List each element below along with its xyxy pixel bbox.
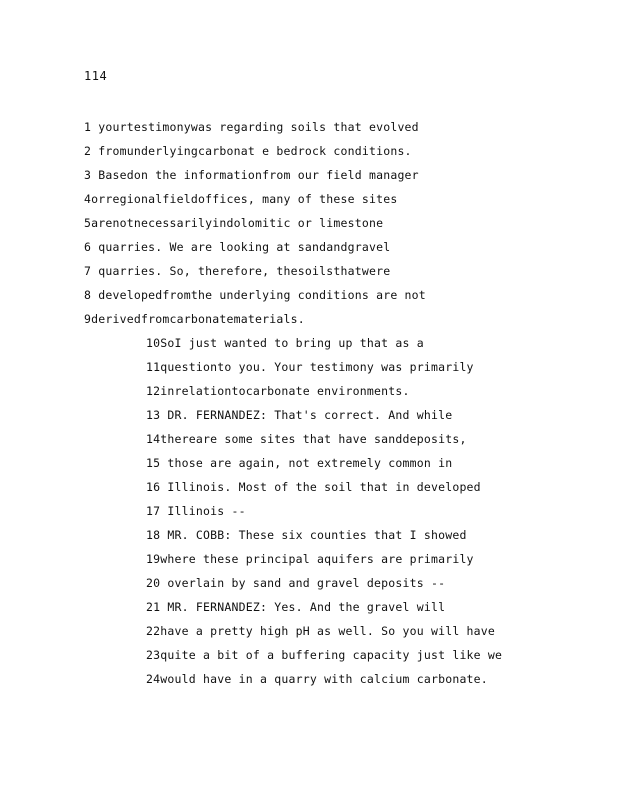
transcript-line-1: 1 yourtestimonywas regarding soils that evolved	[84, 120, 419, 134]
transcript-line-24: 24would have in a quarry with calcium carbonate.	[146, 672, 488, 686]
transcript-line-15: 15 those are again, not extremely common in	[146, 456, 453, 470]
transcript-line-9: 9derivedfromcarbonatematerials.	[84, 312, 305, 326]
transcript-line-4: 4orregionalfieldoffices, many of these sites	[84, 192, 398, 206]
transcript-line-3: 3 Basedon the informationfrom our field manager	[84, 168, 419, 182]
transcript-line-16: 16 Illinois. Most of the soil that in developed	[146, 480, 481, 494]
transcript-line-21: 21 MR. FERNANDEZ: Yes. And the gravel will	[146, 600, 446, 614]
page-number: 114	[84, 69, 108, 83]
transcript-line-14: 14thereare some sites that have sanddeposits,	[146, 432, 467, 446]
transcript-line-11: 11questionto you. Your testimony was primarily	[146, 360, 474, 374]
transcript-line-12: 12inrelationtocarbonate environments.	[146, 384, 410, 398]
transcript-line-5: 5arenotnecessarilyindolomitic or limestone	[84, 216, 384, 230]
transcript-line-6: 6 quarries. We are looking at sandandgravel	[84, 240, 391, 254]
transcript-line-20: 20 overlain by sand and gravel deposits --	[146, 576, 446, 590]
transcript-line-19: 19where these principal aquifers are primarily	[146, 552, 474, 566]
transcript-line-2: 2 fromunderlyingcarbonat e bedrock conditions.	[84, 144, 412, 158]
transcript-line-10: 10SoI just wanted to bring up that as a	[146, 336, 424, 350]
transcript-line-13: 13 DR. FERNANDEZ: That's correct. And while	[146, 408, 453, 422]
transcript-line-17: 17 Illinois --	[146, 504, 246, 518]
transcript-line-22: 22have a pretty high pH as well. So you will have	[146, 624, 496, 638]
transcript-line-18: 18 MR. COBB: These six counties that I showed	[146, 528, 467, 542]
transcript-line-8: 8 developedfromthe underlying conditions are not	[84, 288, 426, 302]
transcript-line-7: 7 quarries. So, therefore, thesoilsthatwere	[84, 264, 391, 278]
transcript-line-23: 23quite a bit of a buffering capacity just like we	[146, 648, 503, 662]
